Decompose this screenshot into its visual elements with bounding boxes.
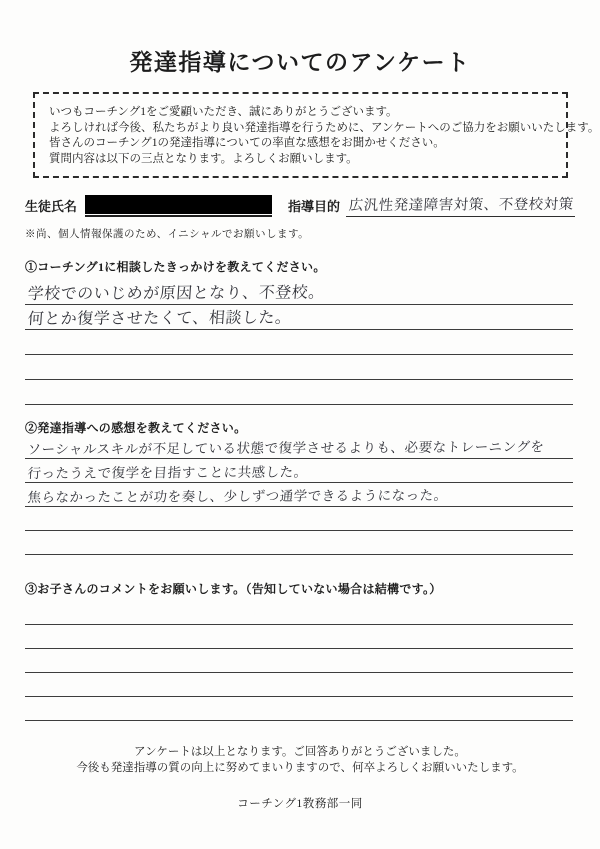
answer-line [25, 305, 573, 330]
answer-line [25, 673, 573, 697]
student-name-field [85, 195, 272, 217]
question-1-label: ①コーチング1に相談したきっかけを教えてください。 [25, 260, 326, 274]
question-2-answer-area [25, 436, 573, 555]
question-1 [25, 258, 573, 405]
answer-line [25, 531, 573, 555]
answer-line [25, 599, 573, 625]
intro-line: よろしければ今後、私たちがより良い発達指導を行うために、アンケートへのご協力をお願いいたします。 [49, 121, 600, 134]
question-2-label: ②発達指導への感想を教えてください。 [25, 421, 247, 435]
answer-line [25, 380, 573, 405]
intro-box [33, 92, 600, 178]
student-info-row [25, 194, 575, 217]
student-name-label: 生徒氏名 [25, 199, 78, 214]
question-1-answer-area [25, 280, 573, 405]
handwritten-answer: 焦らなかったことが功を奏し、少しずつ通学できるようになった。 [27, 487, 449, 506]
purpose-label: 指導目的 [287, 199, 340, 214]
answer-line [25, 330, 573, 355]
question-3-answer-area [25, 599, 573, 721]
intro-line: いつもコーチング1をご愛顧いただき、誠にありがとうございます。 [49, 106, 398, 118]
answer-line [25, 649, 573, 673]
handwritten-answer: 行ったうえで復学を目指すことに共感した。 [27, 464, 309, 482]
answer-line [25, 459, 573, 483]
answer-line [25, 483, 573, 507]
handwritten-answer: 何とか復学させたくて、相談した。 [27, 307, 293, 328]
handwritten-answer: ソーシャルスキルが不足している状態で復学させるよりも、必要なトレーニングを [27, 439, 545, 458]
purpose-handwritten-value: 広汎性発達障害対策、不登校対策 [348, 196, 575, 215]
question-3 [25, 580, 573, 721]
answer-line [25, 697, 573, 721]
answer-line [25, 355, 573, 380]
answer-line [25, 436, 573, 459]
question-3-label: ③お子さんのコメントをお願いします。（告知していない場合は結構です。） [25, 582, 442, 596]
footer-thanks [0, 744, 600, 776]
answer-line [25, 507, 573, 531]
footer-thanks-line: アンケートは以上となります。ご回答ありがとうございました。 [134, 746, 466, 758]
question-2 [25, 419, 573, 555]
answer-line [25, 625, 573, 649]
footer-thanks-line: 今後も発達指導の質の向上に努めてまいりますので、何卒よろしくお願いいたします。 [76, 762, 524, 774]
redacted-name-box [85, 195, 272, 214]
privacy-note: ※尚、個人情報保護のため、イニシャルでお願いします。 [25, 229, 310, 240]
answer-line [25, 280, 573, 305]
handwritten-answer: 学校でのいじめが原因となり、不登校。 [27, 282, 326, 303]
intro-line: 皆さんのコーチング1の発達指導についての率直な感想をお聞かせください。 [49, 137, 445, 149]
intro-line: 質問内容は以下の三点となります。よろしくお願いします。 [49, 152, 358, 165]
purpose-field [346, 194, 575, 217]
page-title: 発達指導についてのアンケート [129, 50, 471, 75]
signature: コーチング1教務部一同 [237, 798, 363, 810]
